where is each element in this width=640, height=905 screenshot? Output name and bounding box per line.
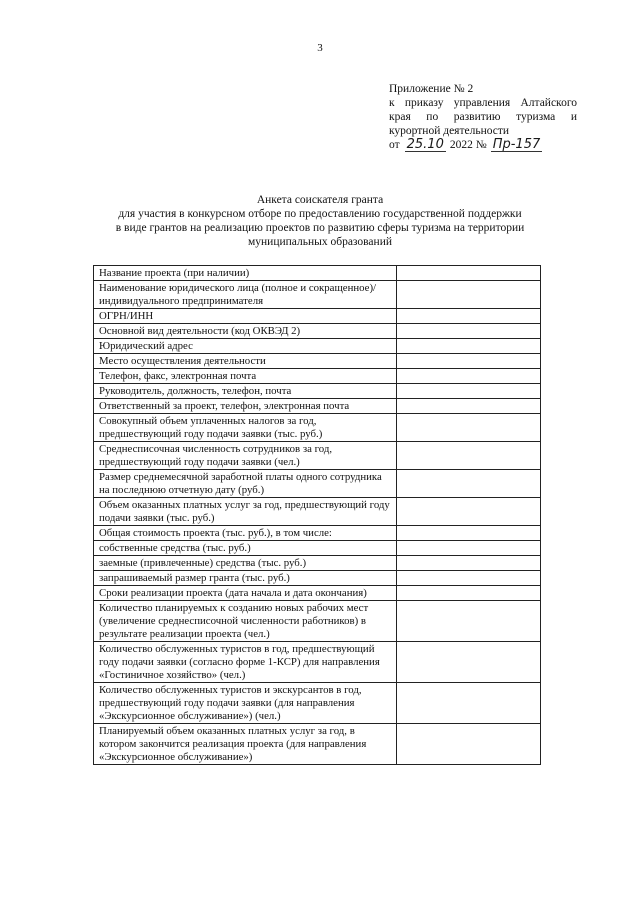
table-row [94, 442, 541, 470]
row-value-cell [397, 266, 541, 281]
row-value-cell [397, 414, 541, 442]
form-title: Анкета соискателя гранта [256, 194, 384, 206]
table-row [94, 309, 541, 324]
row-label: Сроки реализации проекта (дата начала и дата окончания) [94, 586, 397, 601]
row-label: заемные (привлеченные) средства (тыс. руб.) [94, 556, 397, 571]
row-label: Среднесписочная численность сотрудников за год, предшествующий году подачи заявки (чел.) [94, 442, 397, 470]
table-row [94, 414, 541, 442]
row-value-cell [397, 571, 541, 586]
row-value-cell [397, 369, 541, 384]
row-value-cell [397, 384, 541, 399]
appendix-order-line-1: к приказу управления Алтайского [389, 97, 577, 109]
applicant-form-table [93, 265, 541, 765]
row-label: Ответственный за проект, телефон, электронная почта [94, 399, 397, 414]
row-value-cell [397, 498, 541, 526]
row-value-cell [397, 556, 541, 571]
row-value-cell [397, 281, 541, 309]
year-and-number-label: 2022 № [449, 139, 487, 151]
row-value-cell [397, 354, 541, 369]
row-value-cell [397, 642, 541, 683]
table-row [94, 324, 541, 339]
row-label: Телефон, факс, электронная почта [94, 369, 397, 384]
table-row [94, 399, 541, 414]
form-subtitle-line-2: в виде грантов на реализацию проектов по развитию сферы туризма на территории [115, 222, 525, 234]
form-subtitle-line-1: для участия в конкурсном отборе по предоставлению государственной поддержки [118, 208, 522, 220]
table-row [94, 369, 541, 384]
row-value-cell [397, 442, 541, 470]
row-value-cell [397, 324, 541, 339]
row-label: Название проекта (при наличии) [94, 266, 397, 281]
row-label: Руководитель, должность, телефон, почта [94, 384, 397, 399]
table-row [94, 642, 541, 683]
table-row [94, 526, 541, 541]
appendix-date-line [389, 138, 577, 152]
row-value-cell [397, 339, 541, 354]
handwritten-order-number: Пр-157 [492, 137, 541, 152]
row-value-cell [397, 601, 541, 642]
row-label: собственные средства (тыс. руб.) [94, 541, 397, 556]
row-value-cell [397, 724, 541, 765]
table-row [94, 266, 541, 281]
row-label: Общая стоимость проекта (тыс. руб.), в том числе: [94, 526, 397, 541]
table-row [94, 281, 541, 309]
row-value-cell [397, 309, 541, 324]
appendix-order-line-3: курортной деятельности [389, 125, 510, 137]
row-label: Совокупный объем уплаченных налогов за год, предшествующий году подачи заявки (тыс. руб.) [94, 414, 397, 442]
row-value-cell [397, 399, 541, 414]
table-row [94, 384, 541, 399]
row-label: запрашиваемый размер гранта (тыс. руб.) [94, 571, 397, 586]
row-label: Наименование юридического лица (полное и сокращенное)/индивидуального предпринимателя [94, 281, 397, 309]
appendix-title: Приложение № 2 [389, 83, 474, 95]
form-subtitle-line-3: муниципальных образований [247, 236, 393, 248]
row-value-cell [397, 541, 541, 556]
table-row [94, 586, 541, 601]
date-prefix: от [389, 139, 400, 151]
form-table-body [94, 266, 541, 765]
row-label: ОГРН/ИНН [94, 309, 397, 324]
row-value-cell [397, 470, 541, 498]
row-value-cell [397, 586, 541, 601]
table-row [94, 556, 541, 571]
handwritten-date: 25.10 [406, 137, 444, 152]
appendix-block [389, 82, 577, 152]
table-row [94, 498, 541, 526]
row-label: Планируемый объем оказанных платных услуг за год, в котором закончится реализация проекта (для направления «Экскурсионное обслуживание») [94, 724, 397, 765]
document-heading [100, 193, 540, 249]
row-value-cell [397, 683, 541, 724]
row-label: Количество обслуженных туристов в год, предшествующий году подачи заявки (согласно форме 1-КСР) для направления «Гостиничное хозяйство» (чел.) [94, 642, 397, 683]
table-row [94, 571, 541, 586]
table-row [94, 339, 541, 354]
table-row [94, 683, 541, 724]
row-label: Место осуществления деятельности [94, 354, 397, 369]
appendix-order-line-2: края по развитию туризма и [389, 111, 577, 123]
row-label: Основной вид деятельности (код ОКВЭД 2) [94, 324, 397, 339]
page-number: 3 [317, 42, 323, 54]
table-row [94, 601, 541, 642]
table-row [94, 354, 541, 369]
row-label: Объем оказанных платных услуг за год, предшествующий году подачи заявки (тыс. руб.) [94, 498, 397, 526]
row-label: Количество планируемых к созданию новых рабочих мест (увеличение среднесписочной численности работников) в результате реализации проекта (чел.) [94, 601, 397, 642]
row-label: Количество обслуженных туристов и экскурсантов в год, предшествующий году подачи заявки (для направления «Экскурсионное обслуживание») (чел.) [94, 683, 397, 724]
table-row [94, 724, 541, 765]
table-row [94, 541, 541, 556]
row-label: Юридический адрес [94, 339, 397, 354]
table-row [94, 470, 541, 498]
row-value-cell [397, 526, 541, 541]
row-label: Размер среднемесячной заработной платы одного сотрудника на последнюю отчетную дату (руб.) [94, 470, 397, 498]
